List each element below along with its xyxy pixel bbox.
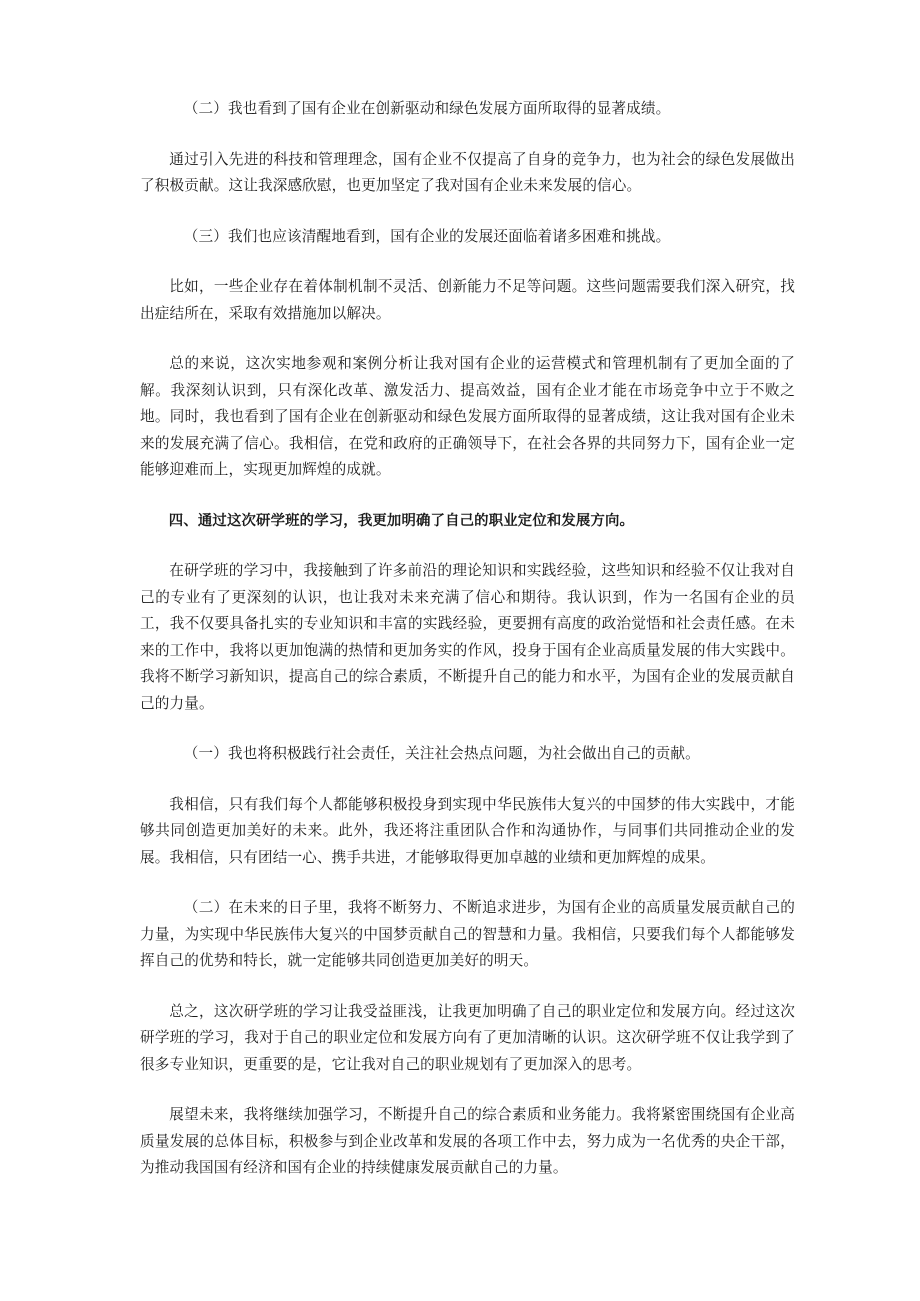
- paragraph-study-experience: 在研学班的学习中，我接触到了许多前沿的理论知识和实践经验，这些知识和经验不仅让我对自己的专业有了更深刻的认识，也让我对未来充满了信心和期待。我认识到，作为一名国有企业的员工，我不仅要具备扎实的专业知识和丰富的实践经验，更要拥有高度的政治觉悟和社会责任感。在未来的工作中，我将以更加饱满的热情和更加务实的作风，投身于国有企业高质量发展的伟大实践中。我将不断学习新知识，提高自己的综合素质，不断提升自己的能力和水平，为国有企业的发展贡献自己的力量。: [140, 562, 795, 712]
- document-body: [140, 96, 795, 1206]
- subheading-social-responsibility: （一）我也将积极践行社会责任，关注社会热点问题，为社会做出自己的贡献。: [183, 745, 700, 762]
- paragraph-summary-visit: 总的来说，这次实地参观和案例分析让我对国有企业的运营模式和管理机制有了更加全面的了解。我深刻认识到，只有深化改革、激发活力、提高效益，国有企业才能在市场竞争中立于不败之地。同时，我也看到了国有企业在创新驱动和绿色发展方面所取得的显著成绩，这让我对国有企业未来的发展充满了信心。我相信，在党和政府的正确领导下，在社会各界的共同努力下，国有企业一定能够迎难而上，实现更加辉煌的成就。: [140, 355, 795, 478]
- paragraph-conclusion: 总之，这次研学班的学习让我受益匪浅，让我更加明确了自己的职业定位和发展方向。经过这次研学班的学习，我对于自己的职业定位和发展方向有了更加清晰的认识。这次研学班不仅让我学到了很多专业知识，更重要的是，它让我对自己的职业规划有了更加深入的思考。: [140, 1002, 795, 1073]
- paragraph-teamwork: 我相信，只有我们每个人都能够积极投身到实现中华民族伟大复兴的中国梦的伟大实践中，才能够共同创造更加美好的未来。此外，我还将注重团队合作和沟通协作，与同事们共同推动企业的发展。我相信，只有团结一心、携手共进，才能够取得更加卓越的业绩和更加辉煌的成果。: [140, 795, 795, 866]
- section-heading-four: 四、通过这次研学班的学习，我更加明确了自己的职业定位和发展方向。: [168, 512, 635, 529]
- subheading-achievements: （二）我也看到了国有企业在创新驱动和绿色发展方面所取得的显著成绩。: [183, 100, 671, 117]
- paragraph-green-development: 通过引入先进的科技和管理理念，国有企业不仅提高了自身的竞争力，也为社会的绿色发展做出了积极贡献。这让我深感欣慰，也更加坚定了我对国有企业未来发展的信心。: [140, 150, 795, 194]
- paragraph-outlook: 展望未来，我将继续加强学习，不断提升自己的综合素质和业务能力。我将紧密围绕国有企业高质量发展的总体目标，积极参与到企业改革和发展的各项工作中去，努力成为一名优秀的央企干部，为推动我国国有经济和国有企业的持续健康发展贡献自己的力量。: [140, 1106, 795, 1176]
- paragraph-future-efforts: （二）在未来的日子里，我将不断努力、不断追求进步，为国有企业的高质量发展贡献自己的力量，为实现中华民族伟大复兴的中国梦贡献自己的智慧和力量。我相信，只要我们每个人都能够发挥自己的优势和特长，就一定能够共同创造更加美好的明天。: [140, 899, 795, 969]
- paragraph-problems: 比如，一些企业存在着体制机制不灵活、创新能力不足等问题。这些问题需要我们深入研究，找出症结所在，采取有效措施加以解决。: [140, 278, 795, 322]
- subheading-challenges: （三）我们也应该清醒地看到，国有企业的发展还面临着诸多困难和挑战。: [183, 227, 671, 245]
